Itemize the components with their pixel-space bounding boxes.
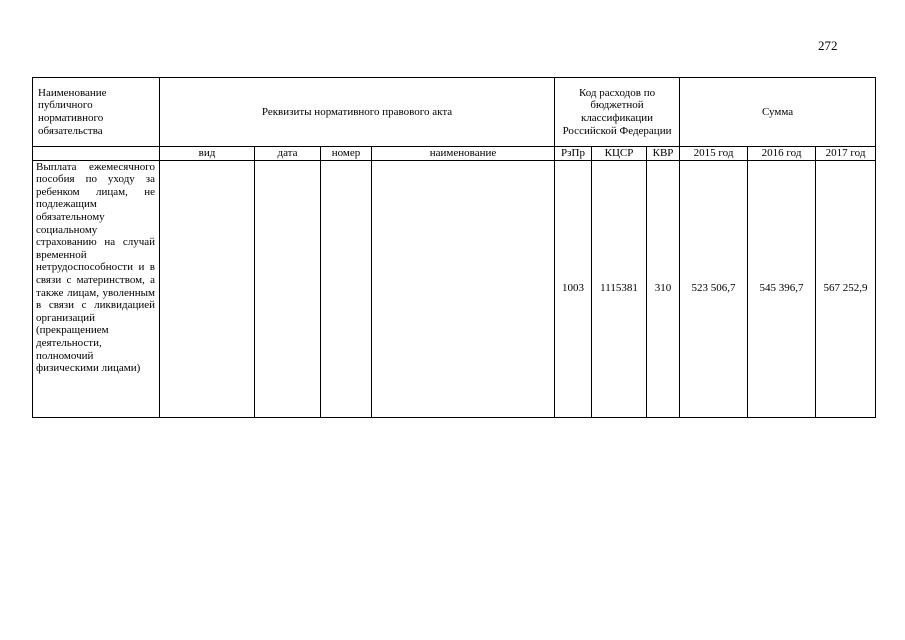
rzpr-cell: 1003 [555, 160, 592, 417]
header-sum: Сумма [680, 78, 876, 147]
subheader-number: номер [321, 147, 372, 161]
header-row [33, 78, 876, 147]
table-row [33, 160, 876, 417]
header-budget-code: Код расходов по бюджетной классификации Российской Федерации [555, 78, 680, 147]
subheader-row [33, 147, 876, 161]
name-cell [372, 160, 555, 417]
header-obligation-name: Наименование публичного нормативного обязательства [33, 78, 160, 147]
number-cell [321, 160, 372, 417]
kcsr-cell: 1115381 [592, 160, 647, 417]
date-cell [255, 160, 321, 417]
obligation-cell: Выплата ежемесячного пособия по уходу за ребенком лицам, не подлежащим обязательному социальному страхованию на случай временной нетрудоспособности и в связи с материнством, а также лицам, уволенным в связи с ликвидацией организаций (прекращением деятельности, полномочий физическими лицами) [33, 160, 160, 417]
header-act-requisites: Реквизиты нормативного правового акта [160, 78, 555, 147]
subheader-kcsr: КЦСР [592, 147, 647, 161]
kvr-cell: 310 [647, 160, 680, 417]
subheader-name: наименование [372, 147, 555, 161]
subheader-2017: 2017 год [816, 147, 876, 161]
subheader-kvr: КВР [647, 147, 680, 161]
subheader-2016: 2016 год [748, 147, 816, 161]
subheader-rzpr: РзПр [555, 147, 592, 161]
page-number: 272 [818, 38, 838, 53]
subheader-date: дата [255, 147, 321, 161]
budget-table [32, 77, 876, 418]
subheader-empty [33, 147, 160, 161]
sum-2016-cell: 545 396,7 [748, 160, 816, 417]
sum-2017-cell: 567 252,9 [816, 160, 876, 417]
subheader-2015: 2015 год [680, 147, 748, 161]
type-cell [160, 160, 255, 417]
subheader-type: вид [160, 147, 255, 161]
sum-2015-cell: 523 506,7 [680, 160, 748, 417]
